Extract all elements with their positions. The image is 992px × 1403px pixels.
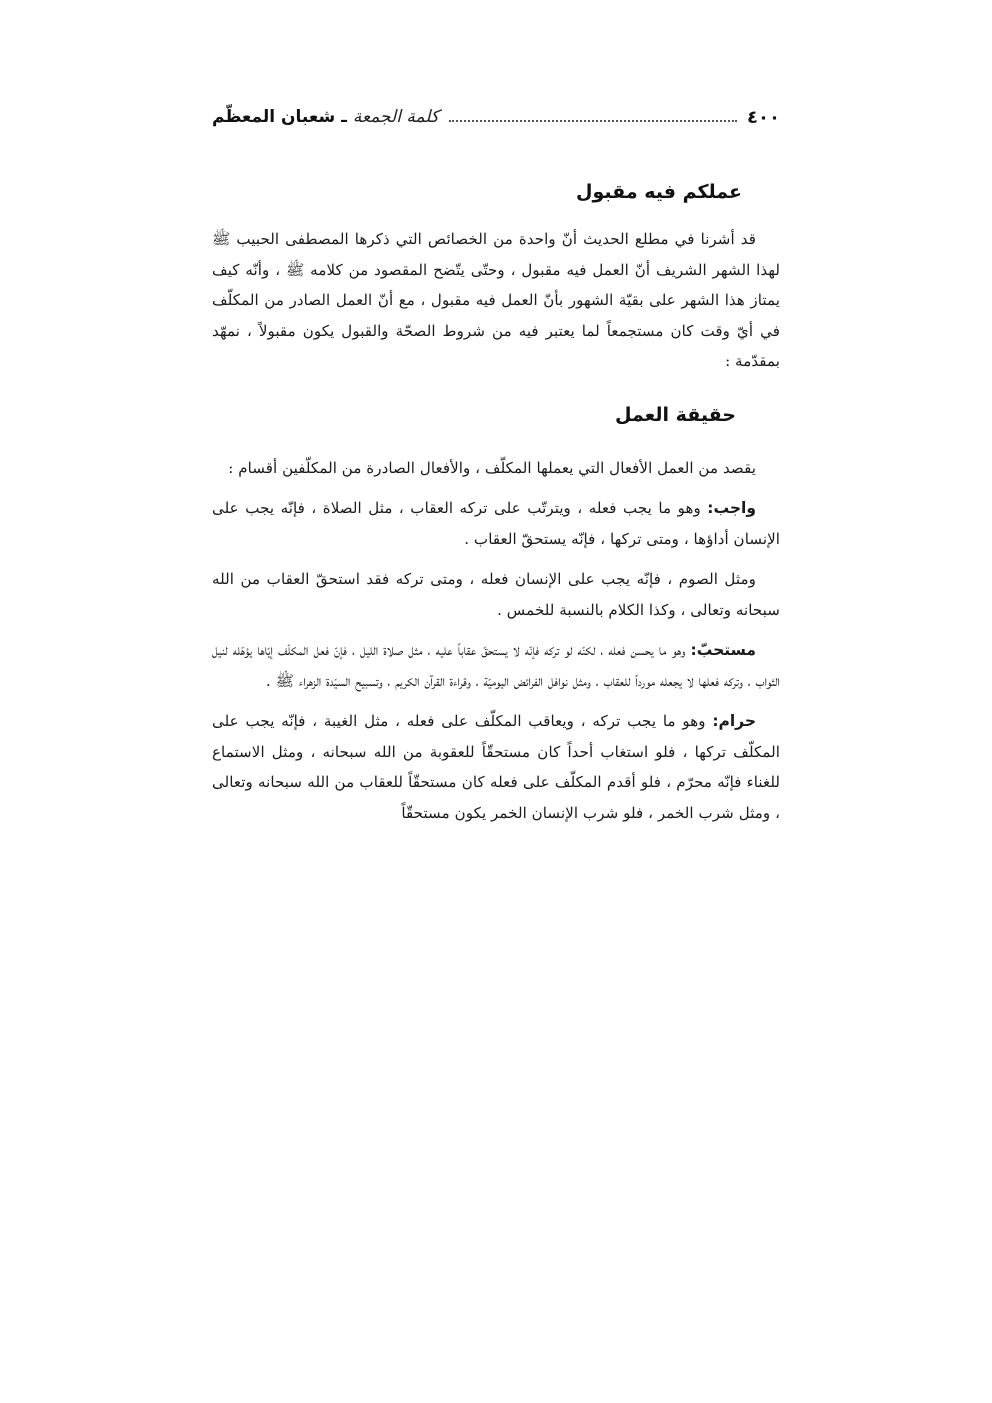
mustahab-paragraph: [212, 635, 780, 696]
haram-term: حرام:: [712, 712, 756, 730]
section-heading-nature-of-deeds: حقيقة العمل: [614, 403, 736, 426]
wajib-paragraph: [212, 493, 780, 554]
deeds-definition-paragraph: يقصد من العمل الأفعال التي يعملها المكلّف ، والأفعال الصادرة من المكلّفين أقسام :: [228, 458, 756, 477]
section-heading-accepted-deeds: عملكم فيه مقبول: [576, 181, 742, 203]
mustahab-term: مستحبّ:: [690, 641, 756, 659]
mustahab-text: وهو ما يحسن فعله ، لكنّه لو تركه فإنّه لا يستحقّ عقاباً عليه ، مثل صلاة الليل ، فإنّ فعل المكلّف إيّاها يؤهّله لنيل الثواب ، وتركه فعلها لا يجعله مورداً للعقاب ، ومثل نوافل الفرائض اليوميّة ، وقراءة القرآن الكريم ، وتسبيح السيّدة الزهراء ﷺ .: [212, 641, 780, 690]
book-title: ـ شعبان المعظّم: [212, 107, 347, 127]
running-header: [212, 100, 780, 134]
book-logo: كلمة الجمعة: [352, 107, 439, 127]
intro-paragraph: قد أشرنا في مطلع الحديث أنّ واحدة من الخصائص التي ذكرها المصطفى الحبيب ﷺ لهذا الشهر الشريف أنّ العمل فيه مقبول ، وحتّى يتّضح المقصود من كلامه ﷺ ، وأنّه كيف يمتاز هذا الشهر على بقيّة الشهور بأنّ العمل فيه مقبول ، مع أنّ العمل الصادر من المكلّف في أيّ وقت كان مستجمعاً لما يعتبر فيه من شروط الصحّة والقبول يكون مقبولاً ، نمهّد بمقدّمة :: [212, 230, 780, 370]
page-body: [212, 172, 780, 838]
wajib-term: واجب:: [707, 499, 756, 517]
page-number: ٤٠٠: [747, 106, 780, 128]
header-title-group: [212, 107, 439, 127]
wajib-text: وهو ما يجب فعله ، ويترتّب على تركه العقاب ، مثل الصلاة ، فإنّه يجب على الإنسان أداؤها ، ومتى تركها ، فإنّه يستحقّ العقاب .: [212, 499, 780, 548]
header-dotted-leader: [449, 120, 737, 122]
sawm-paragraph: ومثل الصوم ، فإنّه يجب على الإنسان فعله ، ومتى تركه فقد استحقّ العقاب من الله سبحانه وتعالى ، وكذا الكلام بالنسبة للخمس .: [212, 570, 780, 619]
haram-text: وهو ما يجب تركه ، ويعاقب المكلّف على فعله ، مثل الغيبة ، فإنّه يجب على المكلّف تركها ، فلو استغاب أحداً كان مستحقّاً للعقوبة من الله سبحانه ، ومثل الاستماع للغناء فإنّه محرّم ، فلو أقدم المكلّف على فعله كان مستحقّاً للعقاب من الله سبحانه وتعالى ، ومثل شرب الخمر ، فلو شرب الإنسان الخمر يكون مستحقّاً: [212, 712, 780, 822]
haram-paragraph: [212, 706, 780, 828]
